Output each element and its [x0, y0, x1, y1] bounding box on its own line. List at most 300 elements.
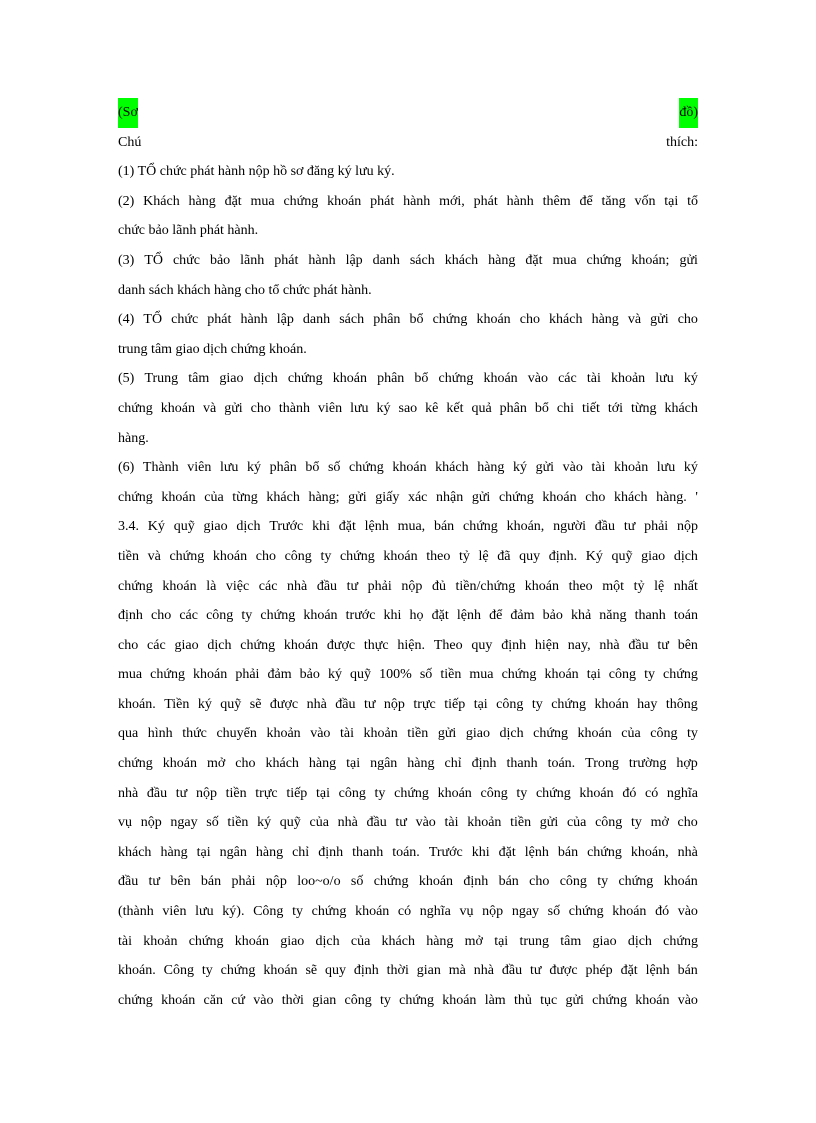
diagram-caption-right: đồ) — [679, 98, 698, 128]
word: tiền — [227, 815, 249, 831]
word: hàng. — [656, 489, 687, 505]
word: Trung — [144, 371, 179, 387]
word: đầu — [316, 578, 338, 594]
word: Tiền — [164, 696, 190, 712]
word: nghĩa — [666, 785, 698, 801]
word: Thành — [142, 460, 179, 476]
word: phép — [585, 963, 613, 979]
word: khoán — [327, 193, 362, 209]
word: gửi — [437, 726, 457, 742]
word: mở — [464, 933, 483, 949]
text-line — [118, 276, 698, 306]
word: quỹ — [173, 519, 195, 535]
word: khoán — [635, 992, 670, 1008]
word: lệnh — [645, 963, 670, 979]
word: phát — [473, 193, 498, 209]
word: Ký — [147, 519, 165, 535]
word: viên — [187, 460, 212, 476]
text-line — [118, 897, 698, 927]
word: chứng — [501, 667, 537, 683]
word: cho — [118, 637, 139, 653]
word: hành — [506, 193, 534, 209]
word: định. — [548, 548, 578, 564]
word: chứng — [348, 460, 384, 476]
text-line — [118, 335, 698, 365]
text-line — [118, 927, 698, 957]
word: từng — [631, 400, 657, 416]
word: bán — [677, 963, 698, 979]
word: công — [608, 667, 636, 683]
word: thủ — [513, 992, 532, 1008]
word: tài — [118, 933, 132, 949]
word: tại — [494, 933, 509, 949]
word: tài — [586, 371, 601, 387]
word: ty — [630, 815, 642, 831]
word: cho — [677, 312, 698, 328]
word: ngân — [370, 756, 398, 772]
word: mua, — [397, 519, 426, 535]
word: hình — [147, 726, 173, 742]
word: khoản — [610, 371, 646, 387]
text-line — [118, 779, 698, 809]
word: chỉ — [292, 844, 310, 860]
word: dịch — [499, 726, 524, 742]
word: khoán — [193, 667, 228, 683]
word: hay — [637, 696, 658, 712]
word: khoán — [663, 874, 698, 890]
word: một — [602, 578, 625, 594]
word: lãnh — [240, 252, 265, 268]
word: vào — [677, 992, 698, 1008]
text-line — [118, 483, 698, 513]
word: tiết — [581, 400, 600, 416]
word: bổ — [409, 312, 424, 328]
word: dịch — [627, 933, 652, 949]
word: gửi — [565, 992, 584, 1008]
word: cho — [255, 548, 276, 564]
word: đã — [497, 548, 511, 564]
line-text: hàng. — [118, 430, 149, 446]
word: số — [350, 874, 364, 890]
word: khoán — [579, 785, 614, 801]
word: cho — [529, 874, 550, 890]
word: danh — [372, 252, 400, 268]
word: loo~o/o — [297, 874, 341, 890]
word: ngay — [511, 904, 540, 920]
word: ty — [201, 963, 213, 979]
word: hàng — [188, 193, 216, 209]
word: chứng — [663, 933, 698, 949]
word: tại — [196, 844, 211, 860]
word: sách — [339, 312, 365, 328]
word: thời — [386, 963, 409, 979]
word: thức — [182, 726, 207, 742]
word: phân — [269, 460, 297, 476]
word: bên — [170, 874, 191, 890]
word: có — [644, 785, 659, 801]
word: kết — [446, 400, 464, 416]
word: vụ — [459, 904, 474, 920]
word: mới, — [439, 193, 465, 209]
word: khoán — [418, 874, 454, 890]
word: khoán. — [118, 696, 156, 712]
word: quỹ — [220, 696, 242, 712]
word: dịch — [253, 371, 278, 387]
word: của — [309, 815, 329, 831]
word: phân — [373, 312, 401, 328]
word: vào — [527, 371, 548, 387]
word: bán — [433, 519, 455, 535]
word: đầu — [594, 519, 616, 535]
word: vốn — [634, 193, 656, 209]
word: ký — [327, 667, 342, 683]
word: mua — [552, 252, 577, 268]
word: khách — [266, 489, 300, 505]
word: tiếp — [444, 696, 466, 712]
word: gửi — [471, 489, 491, 505]
word: khoán — [524, 578, 559, 594]
word: nhà — [677, 844, 698, 860]
word: định — [501, 637, 527, 653]
word: để — [489, 608, 503, 624]
word: vụ — [118, 815, 132, 831]
word: trường — [628, 756, 667, 772]
word: công — [496, 696, 524, 712]
word: tiền — [225, 785, 247, 801]
word: khoán — [542, 489, 577, 505]
word: tài — [591, 460, 606, 476]
word: chỉ — [444, 756, 462, 772]
word: khách — [549, 312, 583, 328]
word: (3) — [118, 252, 135, 268]
word: chứng — [533, 726, 568, 742]
word: sao — [398, 400, 418, 416]
text-line — [118, 749, 698, 779]
word: chứng — [287, 371, 323, 387]
word: ký — [376, 400, 391, 416]
word: quỹ — [611, 548, 633, 564]
word: chứng — [568, 904, 604, 920]
word: thực — [363, 637, 389, 653]
text-line — [118, 660, 698, 690]
word: chứng — [118, 489, 153, 505]
word: (2) — [118, 193, 135, 209]
word: (thành — [118, 904, 154, 920]
word: hành — [403, 193, 431, 209]
word: vào — [253, 992, 274, 1008]
word: tâm — [188, 371, 210, 387]
word: đảm — [267, 667, 292, 683]
word: hàng; — [308, 489, 340, 505]
word: thanh — [506, 756, 538, 772]
word: chứng — [438, 371, 474, 387]
word: khoán — [161, 992, 196, 1008]
word: giao — [219, 371, 244, 387]
word: phát — [207, 312, 232, 328]
word: tại — [346, 756, 361, 772]
word: chứng — [118, 756, 153, 772]
word: tục — [540, 992, 558, 1008]
text-line — [118, 838, 698, 868]
word: có — [397, 904, 412, 920]
line-text: danh sách khách hàng cho tổ chức phát hành. — [118, 282, 372, 298]
word: thông — [665, 696, 698, 712]
word: phải — [231, 874, 256, 890]
word: quy — [471, 637, 493, 653]
word: tiền — [118, 548, 139, 564]
word: (5) — [118, 371, 135, 387]
word: công — [595, 815, 623, 831]
word: mua — [469, 667, 494, 683]
word: định — [353, 963, 379, 979]
word: hiện — [534, 637, 559, 653]
word: công — [206, 608, 234, 624]
word: căn — [203, 992, 223, 1008]
notes-heading-right: thích: — [666, 134, 698, 150]
text-line — [118, 956, 698, 986]
word: khoản — [363, 726, 398, 742]
word: cho — [519, 312, 540, 328]
word: nộp — [383, 696, 405, 712]
word: giao — [174, 637, 199, 653]
line-text: (1) TỔ chức phát hành nộp hồ sơ đăng ký lưu ký. — [118, 164, 395, 180]
word: ty — [320, 548, 332, 564]
word: khoản — [614, 460, 649, 476]
word: chứng — [118, 578, 153, 594]
body-text — [118, 157, 698, 1015]
word: hàng — [488, 252, 516, 268]
word: lệnh — [364, 519, 389, 535]
word: khoán — [383, 548, 418, 564]
word: của — [204, 489, 224, 505]
word: chứng — [551, 696, 587, 712]
word: ký — [683, 371, 698, 387]
word: Trong — [585, 756, 619, 772]
word: khoán — [263, 963, 298, 979]
word: số — [206, 815, 219, 831]
word: đó — [622, 785, 637, 801]
word: khách — [444, 252, 479, 268]
word: sách — [409, 252, 435, 268]
word: thành — [278, 400, 310, 416]
word: dịch — [236, 519, 261, 535]
word: chứng — [169, 548, 205, 564]
word: phát — [274, 252, 299, 268]
word: dịch — [315, 933, 340, 949]
word: tài — [339, 726, 354, 742]
line-text: trung tâm giao dịch chứng khoán. — [118, 341, 307, 357]
word: đầu — [501, 963, 523, 979]
word: ký — [247, 460, 261, 476]
word: tỷ — [633, 578, 645, 594]
word: chứng — [283, 193, 319, 209]
word: hàng — [591, 312, 619, 328]
word: khoán — [161, 489, 196, 505]
word: ký — [197, 696, 212, 712]
word: Công — [253, 904, 284, 920]
word: nhà — [118, 785, 139, 801]
word: vào — [310, 726, 331, 742]
word: đủ — [431, 578, 446, 594]
word: bổ — [534, 400, 549, 416]
word: chứng — [592, 992, 627, 1008]
word: phải — [367, 578, 392, 594]
word: khoán — [162, 578, 197, 594]
word: được — [549, 963, 578, 979]
word: thời — [281, 992, 304, 1008]
text-line — [118, 364, 698, 394]
word: cho — [585, 489, 606, 505]
word: bảo — [209, 252, 231, 268]
word: phát — [370, 193, 395, 209]
word: xác — [407, 489, 428, 505]
word: khách — [381, 933, 415, 949]
word: số — [327, 460, 341, 476]
word: bổ — [414, 371, 429, 387]
text-line — [118, 808, 698, 838]
word: quy — [325, 963, 346, 979]
word: để — [579, 193, 593, 209]
word: đặt — [431, 608, 449, 624]
word: trực — [413, 696, 436, 712]
word: chứng — [535, 785, 571, 801]
word: đặt — [338, 519, 356, 535]
word: tại — [586, 667, 601, 683]
word: khách — [664, 400, 698, 416]
word: đặt — [498, 844, 516, 860]
word: khi — [471, 844, 490, 860]
text-line — [118, 424, 698, 454]
word: tiền — [440, 667, 462, 683]
word: vào — [415, 815, 436, 831]
word: Khách — [143, 193, 180, 209]
word: lưu — [655, 371, 674, 387]
word: Theo — [433, 637, 463, 653]
word: TỔ — [144, 252, 163, 268]
word: toán. — [392, 844, 420, 860]
word: khoán — [594, 696, 629, 712]
word: chức — [172, 252, 200, 268]
word: chứng — [663, 667, 698, 683]
word: tài — [444, 815, 459, 831]
word: chức — [171, 312, 199, 328]
word: Trước — [428, 844, 463, 860]
word: gian — [416, 963, 441, 979]
word: khoán — [212, 548, 248, 564]
word: đầu — [335, 696, 356, 712]
word: khoán — [544, 667, 579, 683]
word: bán — [557, 844, 579, 860]
word: tư — [175, 785, 188, 801]
word: ký — [257, 815, 272, 831]
word: ty — [644, 667, 655, 683]
word: nộp — [677, 519, 698, 535]
word: khoán — [303, 608, 338, 624]
word: khoán — [577, 726, 612, 742]
word: chứng — [394, 785, 429, 801]
word: của — [350, 933, 371, 949]
word: các — [258, 578, 278, 594]
word: khoán; — [631, 252, 670, 268]
word: hiện. — [397, 637, 426, 653]
word: hàng — [255, 844, 284, 860]
text-line — [118, 690, 698, 720]
word: Trước — [269, 519, 304, 535]
word: nghĩa — [419, 904, 451, 920]
word: ty — [597, 874, 609, 890]
text-line — [118, 216, 698, 246]
word: sẽ — [305, 963, 318, 979]
word: khoán — [162, 756, 198, 772]
word: ty — [374, 785, 386, 801]
word: (4) — [118, 312, 135, 328]
word: hàng — [160, 844, 188, 860]
text-line — [118, 512, 698, 542]
text-line — [118, 187, 698, 217]
word: lưu — [350, 400, 369, 416]
word: ty — [292, 904, 303, 920]
word: giao — [203, 519, 228, 535]
word: cho — [235, 756, 256, 772]
word: và — [147, 548, 161, 564]
word: khả — [570, 608, 592, 624]
word: số — [419, 667, 433, 683]
word: khi — [383, 608, 402, 624]
word: nhà — [337, 815, 358, 831]
word: người — [553, 519, 586, 535]
word: khoán — [332, 371, 367, 387]
word: lưu — [656, 460, 676, 476]
word: nộp — [140, 815, 162, 831]
word: trung — [519, 933, 549, 949]
word: khách — [435, 460, 469, 476]
word: bán — [498, 874, 519, 890]
word: đảm — [510, 608, 535, 624]
word: dịch — [207, 637, 232, 653]
text-line — [118, 157, 698, 187]
word: thanh — [352, 844, 384, 860]
word: ' — [695, 489, 698, 505]
word: giao — [641, 548, 666, 564]
word: nhất — [673, 578, 698, 594]
word: số — [547, 904, 561, 920]
word: định — [471, 756, 497, 772]
word: chứng — [339, 548, 375, 564]
word: tại — [473, 696, 488, 712]
word: chứng — [432, 312, 468, 328]
text-line — [118, 542, 698, 572]
word: khách — [614, 489, 648, 505]
word: ký — [683, 460, 698, 476]
diagram-caption — [118, 98, 698, 128]
word: tiền/chứng — [455, 578, 516, 594]
word: khoán, — [630, 844, 669, 860]
word: tăng — [601, 193, 626, 209]
word: phân — [499, 400, 527, 416]
word: nhận — [436, 489, 464, 505]
text-line — [118, 631, 698, 661]
word: khoán — [392, 460, 427, 476]
word: khoán. — [118, 963, 156, 979]
word: từng — [232, 489, 258, 505]
word: nhà — [473, 963, 494, 979]
word: của — [621, 726, 641, 742]
word: lệnh — [524, 844, 549, 860]
word: chứng — [586, 252, 622, 268]
word: khoán — [355, 904, 390, 920]
word: khoán — [612, 904, 647, 920]
word: bảo — [299, 667, 320, 683]
